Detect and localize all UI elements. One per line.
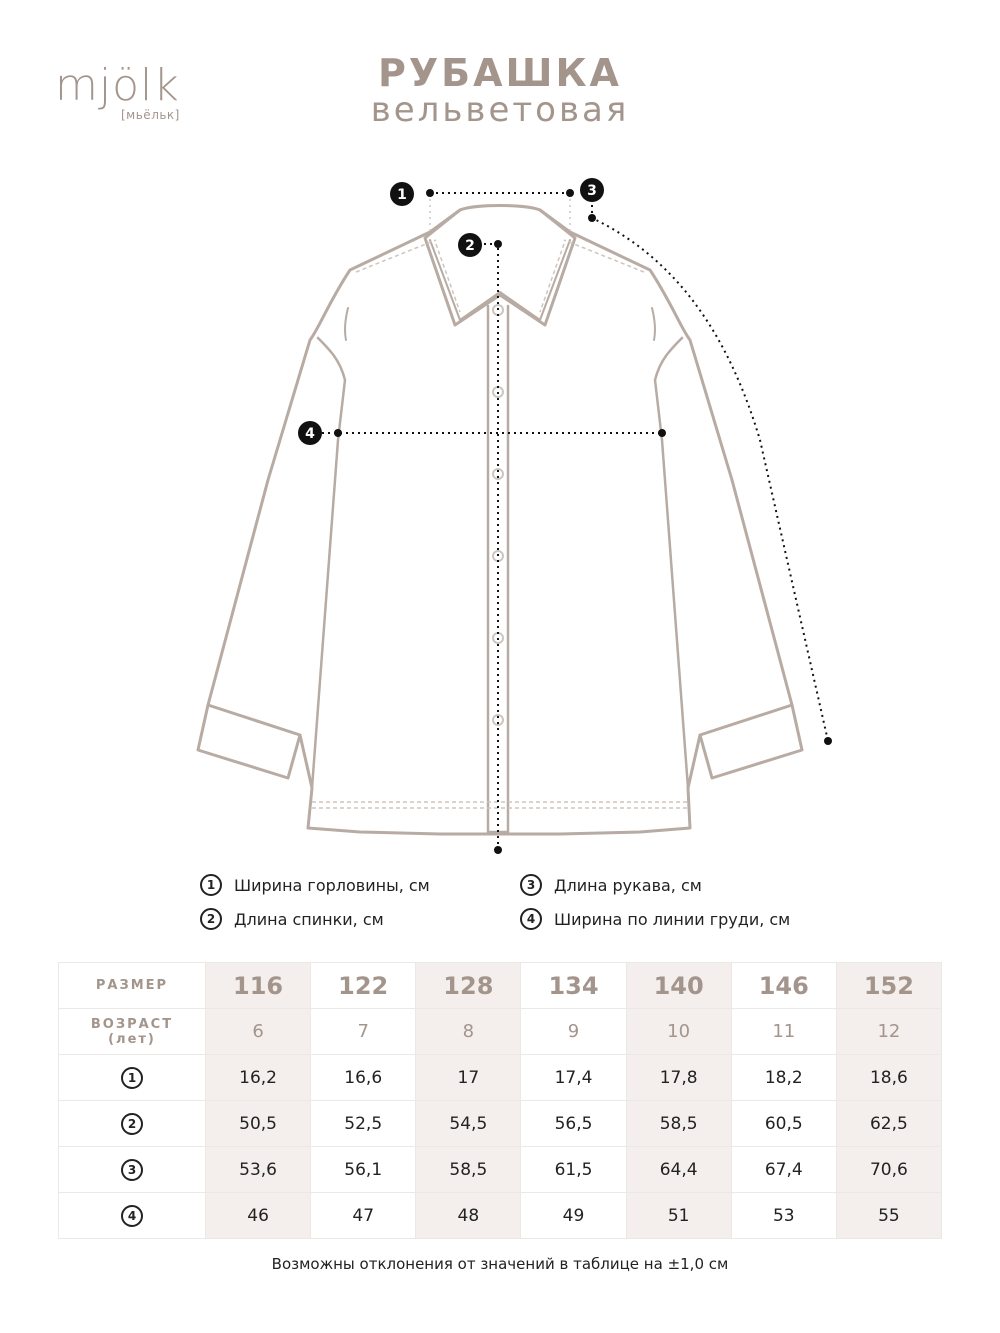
- age-cell: 9: [521, 1009, 626, 1055]
- value-cell: 70,6: [836, 1147, 941, 1193]
- row-number-icon: 4: [121, 1205, 143, 1227]
- table-row-sleeve-length: [59, 1147, 942, 1193]
- row-number-icon: 1: [121, 1067, 143, 1089]
- legend-number: 4: [520, 908, 542, 930]
- marker-4: [298, 421, 322, 445]
- marker-4-label: 4: [305, 426, 315, 442]
- value-cell: 49: [521, 1193, 626, 1239]
- age-cell: 6: [206, 1009, 311, 1055]
- value-cell: 16,6: [311, 1055, 416, 1101]
- size-cell: 140: [626, 963, 731, 1009]
- value-cell: 51: [626, 1193, 731, 1239]
- legend-item-chest-width: [520, 908, 790, 930]
- value-cell: 53: [731, 1193, 836, 1239]
- row-header: [59, 1193, 206, 1239]
- value-cell: 17,8: [626, 1055, 731, 1101]
- legend-label: Ширина горловины, см: [234, 875, 430, 895]
- value-cell: 48: [416, 1193, 521, 1239]
- value-cell: 16,2: [206, 1055, 311, 1101]
- size-cell: 134: [521, 963, 626, 1009]
- value-cell: 58,5: [626, 1101, 731, 1147]
- row-number-icon: 2: [121, 1113, 143, 1135]
- size-cell: 146: [731, 963, 836, 1009]
- size-table: [58, 962, 942, 1239]
- table-row-ages: [59, 1009, 942, 1055]
- product-subtitle: вельветовая: [370, 90, 630, 130]
- value-cell: 18,6: [836, 1055, 941, 1101]
- marker-3: [580, 178, 604, 202]
- shirt-diagram: [0, 160, 1000, 860]
- legend-label: Длина спинки, см: [234, 909, 384, 929]
- value-cell: 17,4: [521, 1055, 626, 1101]
- right-cuff: [700, 705, 792, 735]
- table-row-neck-width: [59, 1055, 942, 1101]
- marker-2: [458, 233, 482, 257]
- value-cell: 67,4: [731, 1147, 836, 1193]
- value-cell: 56,1: [311, 1147, 416, 1193]
- legend-number: 2: [200, 908, 222, 930]
- shirt-outline: [198, 210, 802, 834]
- value-cell: 52,5: [311, 1101, 416, 1147]
- legend-item-neck-width: [200, 874, 430, 896]
- measure-line-3: [592, 205, 828, 741]
- marker-3-label: 3: [587, 183, 597, 199]
- legend-number: 1: [200, 874, 222, 896]
- table-row-sizes: [59, 963, 942, 1009]
- measurement-legend: [0, 872, 1000, 942]
- age-cell: 10: [626, 1009, 731, 1055]
- product-title: РУБАШКА: [378, 51, 622, 95]
- table-row-chest-width: [59, 1193, 942, 1239]
- value-cell: 54,5: [416, 1101, 521, 1147]
- value-cell: 56,5: [521, 1101, 626, 1147]
- value-cell: 58,5: [416, 1147, 521, 1193]
- value-cell: 47: [311, 1193, 416, 1239]
- legend-label: Длина рукава, см: [554, 875, 702, 895]
- value-cell: 64,4: [626, 1147, 731, 1193]
- value-cell: 55: [836, 1193, 941, 1239]
- age-header-label: ВОЗРАСТ: [90, 1016, 174, 1032]
- age-cell: 11: [731, 1009, 836, 1055]
- marker-2-label: 2: [465, 238, 475, 254]
- age-cell: 8: [416, 1009, 521, 1055]
- value-cell: 17: [416, 1055, 521, 1101]
- legend-item-sleeve-length: [520, 874, 702, 896]
- row-header: [59, 1147, 206, 1193]
- value-cell: 50,5: [206, 1101, 311, 1147]
- value-cell: 53,6: [206, 1147, 311, 1193]
- tolerance-footnote: Возможны отклонения от значений в таблице на ±1,0 см: [271, 1255, 729, 1273]
- marker-1: [390, 182, 414, 206]
- legend-item-back-length: [200, 908, 384, 930]
- size-header: РАЗМЕР: [59, 963, 206, 1009]
- row-header: [59, 1101, 206, 1147]
- table-row-back-length: [59, 1101, 942, 1147]
- size-cell: 122: [311, 963, 416, 1009]
- size-cell: 128: [416, 963, 521, 1009]
- row-number-icon: 3: [121, 1159, 143, 1181]
- left-cuff: [208, 705, 300, 735]
- value-cell: 60,5: [731, 1101, 836, 1147]
- age-header-unit: (лет): [108, 1031, 156, 1047]
- value-cell: 46: [206, 1193, 311, 1239]
- legend-label: Ширина по линии груди, см: [554, 909, 791, 929]
- age-cell: 7: [311, 1009, 416, 1055]
- row-header: [59, 1055, 206, 1101]
- size-cell: 116: [206, 963, 311, 1009]
- age-header: [59, 1009, 206, 1055]
- value-cell: 62,5: [836, 1101, 941, 1147]
- legend-number: 3: [520, 874, 542, 896]
- logo-wordmark: mjölk: [55, 60, 180, 111]
- value-cell: 61,5: [521, 1147, 626, 1193]
- size-cell: 152: [836, 963, 941, 1009]
- logo-transcription: [мьёльк]: [121, 108, 180, 122]
- marker-1-label: 1: [397, 187, 407, 203]
- age-cell: 12: [836, 1009, 941, 1055]
- value-cell: 18,2: [731, 1055, 836, 1101]
